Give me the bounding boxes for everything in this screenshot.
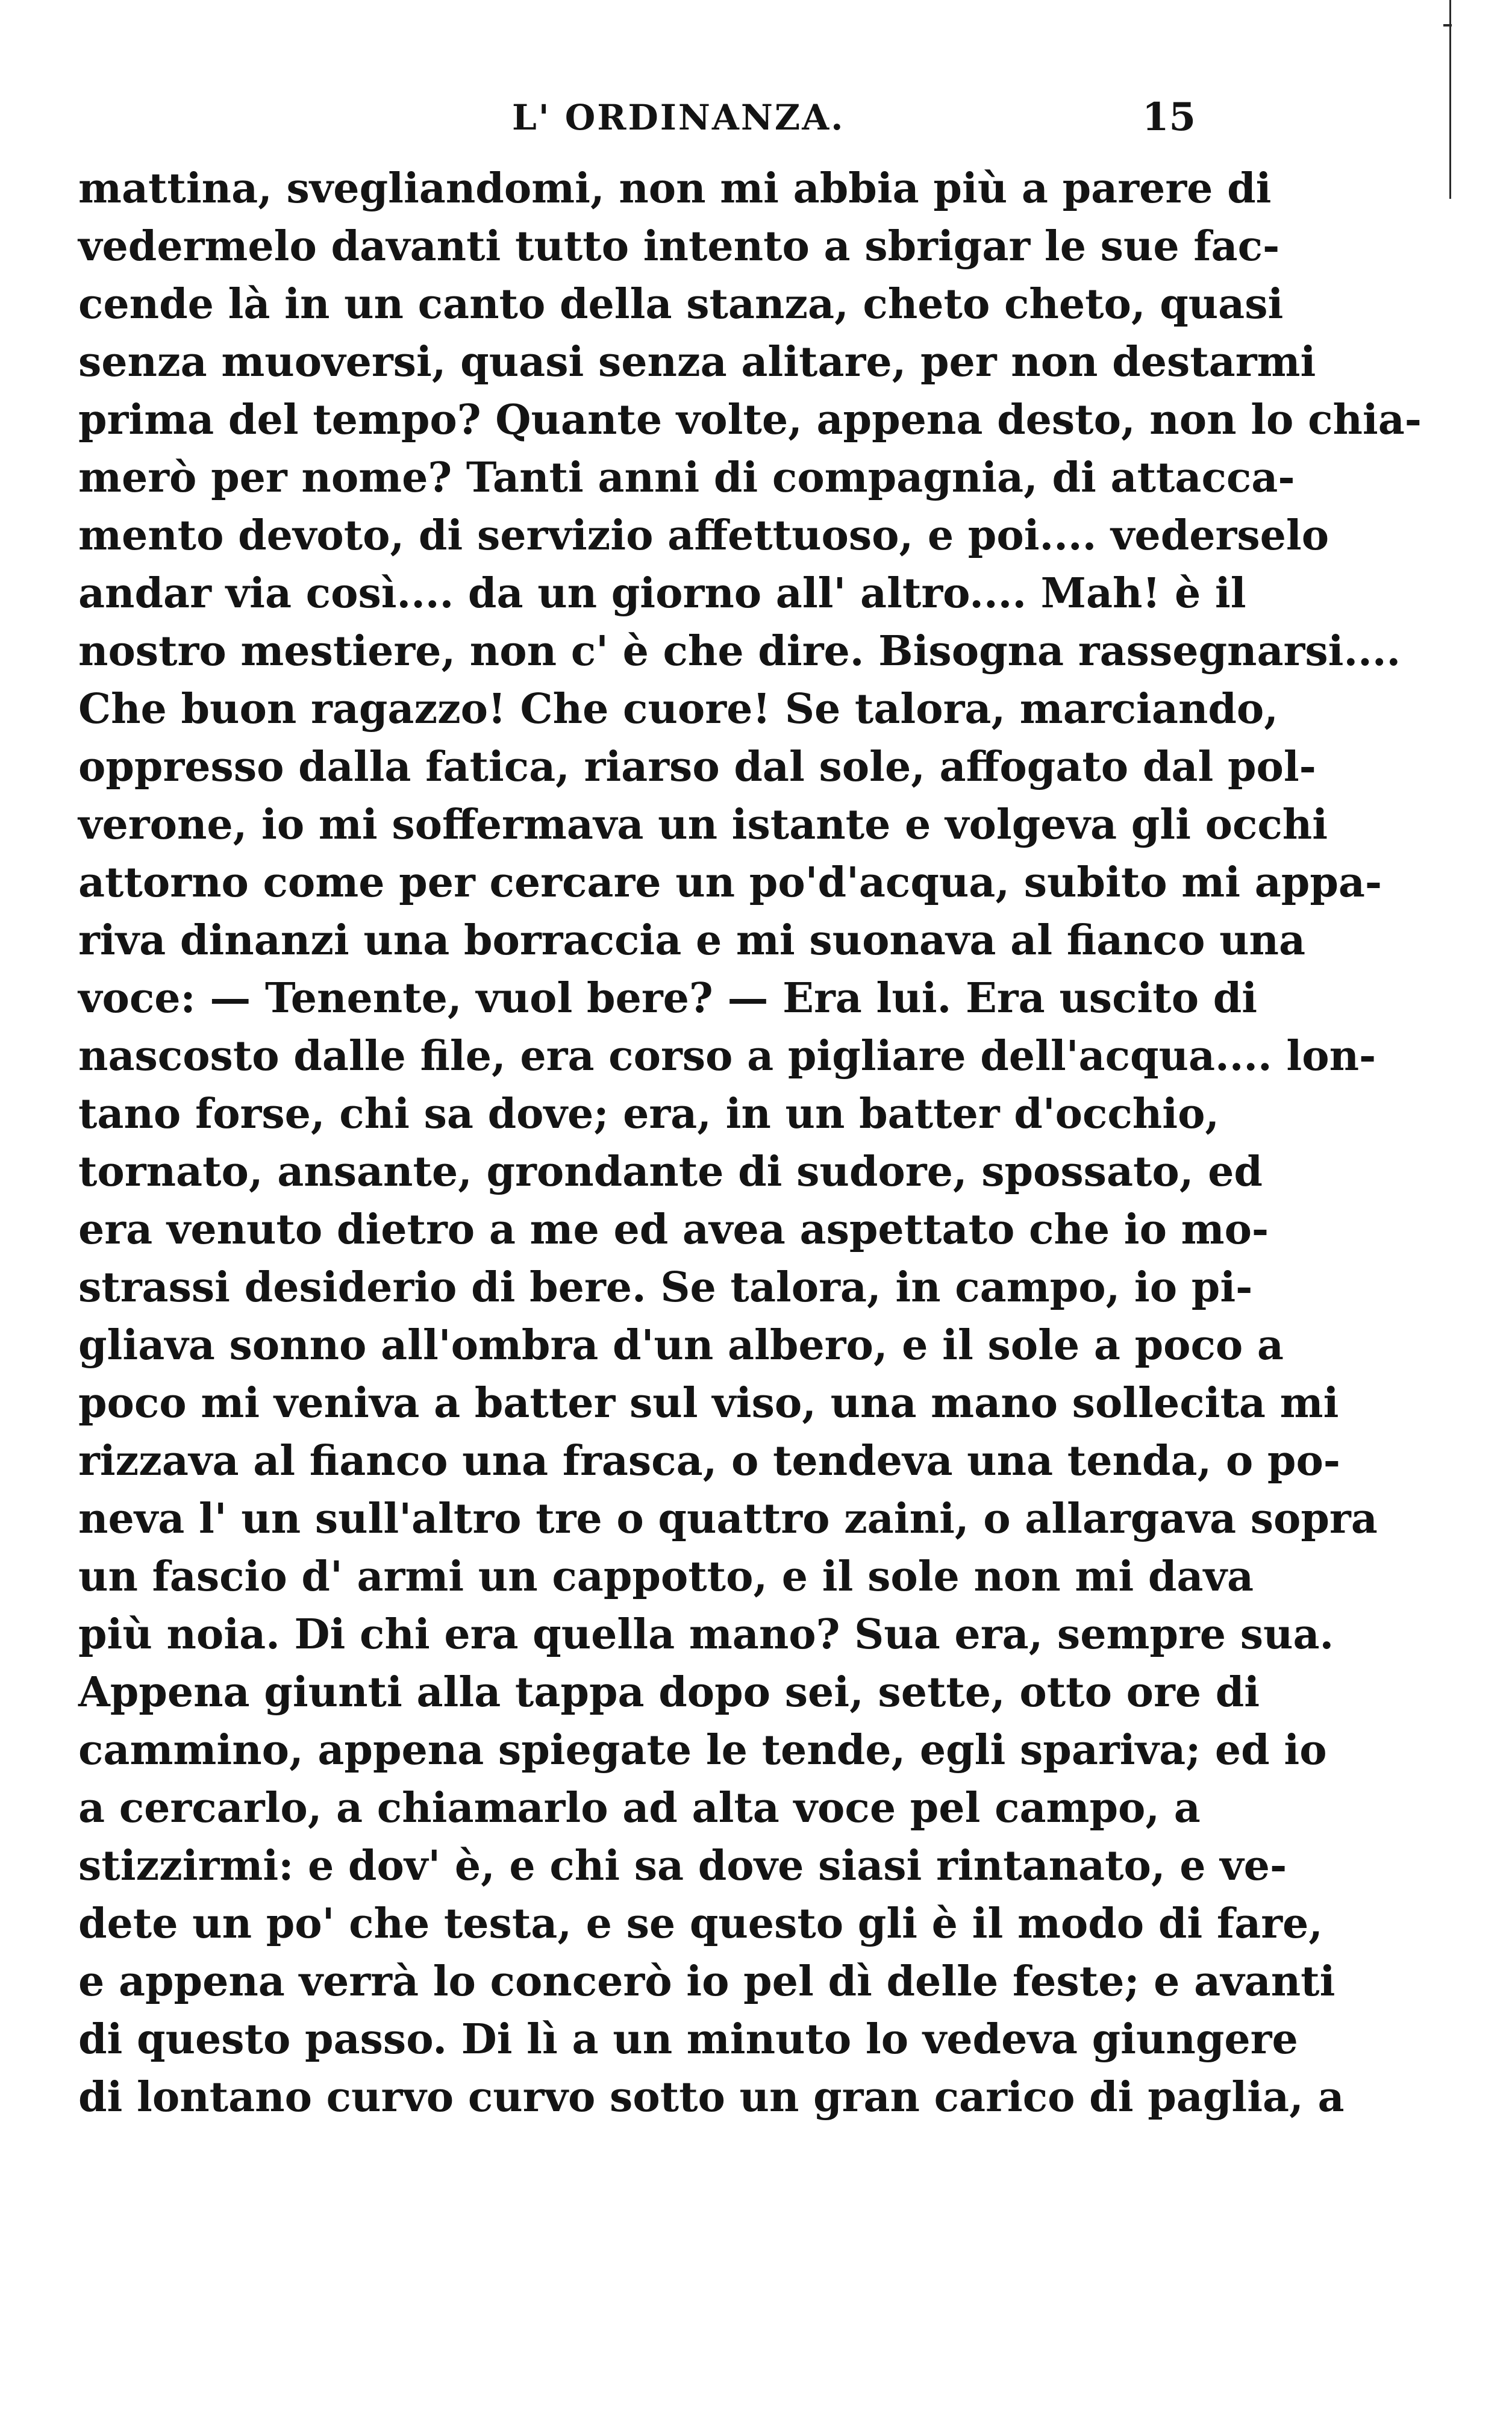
text-line: oppresso dalla fatica, riarso dal sole, affogato dal pol-: [78, 743, 1316, 791]
text-line: dete un po' che testa, e se questo gli è il modo di fare,: [78, 1900, 1323, 1948]
text-line: strassi desiderio di bere. Se talora, in campo, io pi-: [78, 1263, 1253, 1312]
text-line: verone, io mi soffermava un istante e volgeva gli occhi: [78, 801, 1328, 849]
text-line: Che buon ragazzo! Che cuore! Se talora, marciando,: [78, 685, 1278, 733]
text-line: tornato, ansante, grondante di sudore, spossato, ed: [78, 1148, 1263, 1196]
text-line: a cercarlo, a chiamarlo ad alta voce pel campo, a: [78, 1784, 1201, 1832]
text-line: senza muoversi, quasi senza alitare, per non destarmi: [78, 338, 1316, 386]
text-line: rizzava al fianco una frasca, o tendeva una tenda, o po-: [78, 1437, 1341, 1485]
text-line: stizzirmi: e dov' è, e chi sa dove siasi rintanato, e ve-: [78, 1842, 1287, 1890]
text-line: cende là in un canto della stanza, cheto cheto, quasi: [78, 280, 1284, 328]
text-line: Appena giunti alla tappa dopo sei, sette, otto ore di: [78, 1668, 1260, 1717]
text-line: un fascio d' armi un cappotto, e il sole non mi dava: [78, 1553, 1254, 1601]
scan-edge-rule: [1449, 0, 1451, 199]
text-line: di questo passo. Di lì a un minuto lo vedeva giungere: [78, 2015, 1298, 2064]
text-line: neva l' un sull'altro tre o quattro zaini, o allargava sopra: [78, 1495, 1378, 1543]
text-line: nostro mestiere, non c' è che dire. Bisogna rassegnarsi....: [78, 627, 1401, 675]
running-title: L' ORDINANZA.: [512, 97, 845, 138]
text-line: attorno come per cercare un po'd'acqua, subito mi appa-: [78, 859, 1382, 907]
page-number: 15: [1142, 95, 1196, 140]
text-line: cammino, appena spiegate le tende, egli spariva; ed io: [78, 1726, 1327, 1774]
text-line: poco mi veniva a batter sul viso, una mano sollecita mi: [78, 1379, 1339, 1427]
text-line: mento devoto, di servizio affettuoso, e poi.... vederselo: [78, 512, 1329, 560]
text-line: e appena verrà lo concerò io pel dì delle feste; e avanti: [78, 1958, 1335, 2006]
text-line: era venuto dietro a me ed avea aspettato che io mo-: [78, 1206, 1269, 1254]
scan-edge-tick: [1443, 24, 1452, 27]
text-line: tano forse, chi sa dove; era, in un batter d'occhio,: [78, 1090, 1220, 1138]
text-line: andar via così.... da un giorno all' altro.... Mah! è il: [78, 569, 1246, 618]
text-line: vedermelo davanti tutto intento a sbrigar le sue fac-: [78, 222, 1280, 271]
running-head: [78, 87, 1196, 148]
text-line: più noia. Di chi era quella mano? Sua era, sempre sua.: [78, 1610, 1334, 1659]
text-line: merò per nome? Tanti anni di compagnia, di attacca-: [78, 454, 1295, 502]
text-line: voce: — Tenente, vuol bere? — Era lui. Era uscito di: [78, 974, 1258, 1022]
body-text: [78, 160, 1422, 2126]
text-line: riva dinanzi una borraccia e mi suonava al fianco una: [78, 916, 1306, 965]
text-line: mattina, svegliandomi, non mi abbia più a parere di: [78, 164, 1272, 213]
text-line: nascosto dalle file, era corso a pigliare dell'acqua.... lon-: [78, 1032, 1376, 1080]
text-line: prima del tempo? Quante volte, appena desto, non lo chia-: [78, 396, 1422, 444]
text-line: gliava sonno all'ombra d'un albero, e il sole a poco a: [78, 1321, 1284, 1369]
text-line: di lontano curvo curvo sotto un gran carico di paglia, a: [78, 2073, 1345, 2121]
